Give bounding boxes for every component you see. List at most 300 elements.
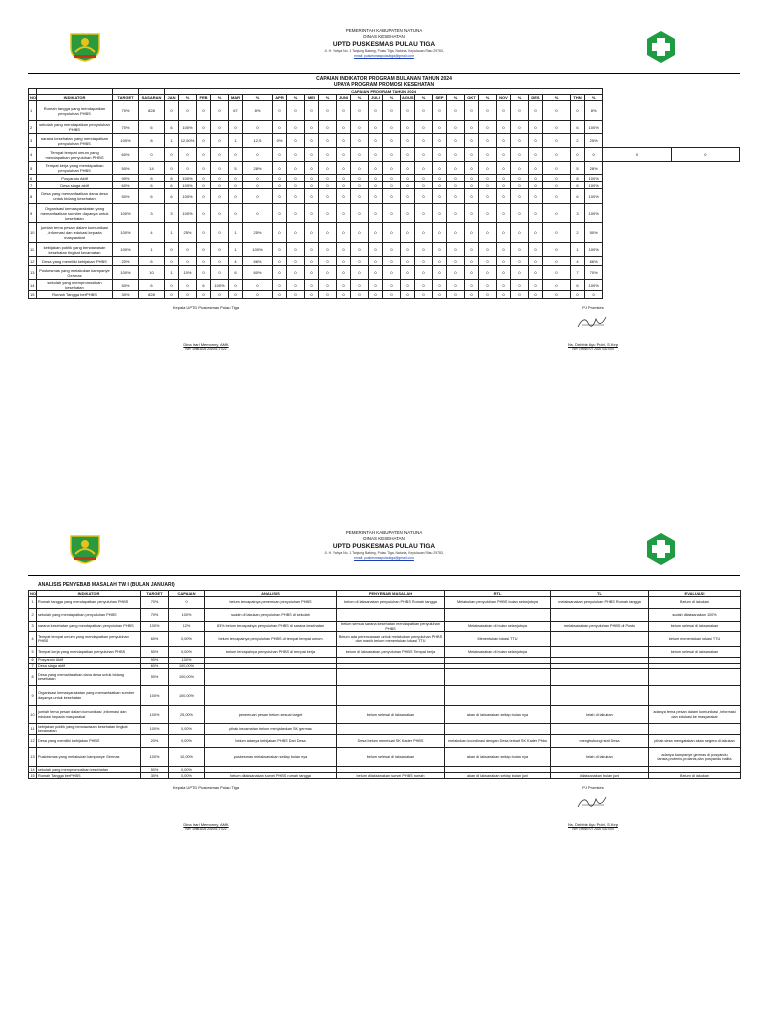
column-header: PENYEBAB MASALAH — [337, 591, 445, 597]
table-cell: 0,00% — [169, 647, 205, 658]
report-page-2 — [28, 526, 740, 839]
table-cell: 0 — [229, 204, 243, 223]
table-row — [29, 223, 740, 243]
table-cell: 0 — [319, 148, 337, 162]
table-cell: 0 — [319, 291, 337, 299]
table-cell: 8 — [29, 189, 37, 204]
table-cell: 0 — [415, 266, 433, 280]
table-cell: 0 — [433, 175, 447, 182]
table-cell: 0 — [287, 182, 305, 189]
indicator-cell: sekolah yang mendapatkan penyuluhan PHBS — [37, 609, 141, 622]
table-cell: 0 — [351, 266, 369, 280]
table-cell: 5 — [571, 162, 585, 175]
table-cell: 0 — [229, 291, 243, 299]
table-row — [29, 597, 741, 609]
indicator-cell: Organisasi kemasyarakatan yang memanfaatkan sumber dayanya untuk kesehatan — [37, 204, 113, 223]
table-cell: 0 — [511, 280, 529, 291]
table-cell: 0 — [319, 280, 337, 291]
header-line3: UPTD PUSKESMAS PULAU TIGA — [332, 543, 436, 550]
table-cell: 0 — [383, 243, 401, 257]
table-cell: 100% — [113, 204, 139, 223]
table-cell: 25,00% — [169, 706, 205, 724]
indicator-cell: Desa yang memanfaatkan dana desa untuk bidang kesehatan — [37, 189, 113, 204]
table-cell: 0 — [197, 182, 211, 189]
table-cell: 50% — [113, 280, 139, 291]
table-cell: 0 — [529, 291, 543, 299]
table-cell: 0 — [415, 134, 433, 148]
indicator-cell: Desa yang memanfaatkan dana desa untuk bidang kesehatan — [37, 669, 141, 686]
table-cell: 0 — [511, 148, 529, 162]
header-email[interactable]: email: puskesmaspulautiga@gmail.com — [354, 555, 414, 560]
indicator-cell: sarana kesehatan yang mendapatkan penyuluhan PHBS — [37, 622, 141, 632]
table-cell: 100% — [585, 280, 603, 291]
table-cell: 0 — [243, 204, 273, 223]
table-cell: 0 — [319, 175, 337, 182]
table-cell: 7 — [29, 182, 37, 189]
table-cell: 6 — [29, 175, 37, 182]
table-cell: 0 — [479, 148, 497, 162]
table-row — [29, 266, 740, 280]
table-cell: 0 — [337, 189, 351, 204]
table-cell: 90% — [113, 175, 139, 182]
left-signer-title: Kepala UPTD Puskesmas Pulau Tiga — [172, 305, 240, 310]
table-cell: 0 — [415, 189, 433, 204]
indicator-cell: Posyandu Aktif — [37, 175, 113, 182]
table-cell: 100,00% — [169, 686, 205, 706]
table-cell — [205, 669, 337, 686]
table-cell: 0 — [369, 266, 383, 280]
table-cell: 7 — [29, 663, 37, 669]
table-cell: 0 — [511, 121, 529, 134]
table-cell: 0 — [497, 257, 511, 266]
table-cell: 0 — [211, 148, 229, 162]
table-cell: 11 — [29, 243, 37, 257]
table-cell: 0 — [305, 280, 319, 291]
table-cell: 8 — [29, 669, 37, 686]
right-signer-name: Ns. Debbie Ayu Putri, S.Kep — [568, 822, 618, 828]
table-cell: akan di laksanakan setiap bulan nya — [445, 706, 551, 724]
table-cell: 0 — [229, 280, 243, 291]
header-rule — [28, 575, 740, 576]
table-cell: 0 — [497, 280, 511, 291]
table-cell: 8 — [571, 175, 585, 182]
table-cell: 0 — [369, 134, 383, 148]
indicator-cell: Rumah Tangga berPHBS — [37, 773, 141, 779]
table-cell: 0,00% — [169, 632, 205, 647]
table-cell: 0 — [211, 223, 229, 243]
table-cell: 0 — [351, 121, 369, 134]
table-cell: 0 — [571, 148, 585, 162]
table-cell: 0 — [229, 148, 243, 162]
table-cell: 0 — [273, 148, 287, 162]
table-cell: 0 — [529, 134, 543, 148]
table-cell: adanya tema pesan dalam komunikasi ,informasi dan edukasi ke masyarakat — [649, 706, 741, 724]
indicator-cell: Puskesmas yang melakukan kampanye Germas — [37, 748, 141, 767]
table-cell: 0 — [273, 291, 287, 299]
table-cell: 25% — [179, 223, 197, 243]
header-line1: PEMERINTAH KABUPATEN NATUNA — [345, 28, 423, 33]
table-cell: 0 — [479, 121, 497, 134]
table-cell: 100% — [169, 658, 205, 664]
letterhead-2 — [28, 530, 740, 574]
table-cell: 0 — [273, 243, 287, 257]
table-cell: 0 — [415, 182, 433, 189]
table-cell: 0 — [197, 204, 211, 223]
indicator-cell: Tempat kerja yang mendapatkan penyuluhan PHBS — [37, 647, 141, 658]
table-cell: 0 — [287, 134, 305, 148]
table-cell: 0 — [369, 291, 383, 299]
table-cell: 0 — [243, 189, 273, 204]
table-cell: 0 — [197, 175, 211, 182]
table-cell: 10 — [29, 223, 37, 243]
table-cell: 0 — [529, 266, 543, 280]
table-cell: 0 — [433, 223, 447, 243]
table-cell: dilaksanakan bulan juni — [551, 773, 649, 779]
table-cell: 6 — [165, 189, 179, 204]
table-row — [29, 632, 741, 647]
column-header: INDIKATOR — [37, 95, 113, 101]
table-cell: 25% — [585, 134, 603, 148]
table-cell: 12 — [29, 735, 37, 748]
table-cell: 4 — [229, 257, 243, 266]
indicator-cell: Puskesmas yang melakukan kampanye Germas — [37, 266, 113, 280]
table-cell: 0 — [511, 162, 529, 175]
table-cell: telah di lakukan — [551, 706, 649, 724]
table-cell: 67 — [229, 101, 243, 121]
table-cell: 0 — [543, 182, 571, 189]
header-line2: DINAS KESEHATAN — [363, 34, 405, 39]
indicator-cell: Organisasi kemasyarakatan yang memanfaatkan sumber dayanya untuk kesehatan — [37, 686, 141, 706]
table-cell: 0 — [529, 257, 543, 266]
table-cell: 0 — [305, 257, 319, 266]
indicator-cell: sekolah yang mempromosikan kesehatan — [37, 767, 141, 773]
table-cell: 0 — [351, 101, 369, 121]
table-cell: 0 — [197, 148, 211, 162]
table-cell: 70% — [113, 101, 139, 121]
indicator-cell: Tempat tempat umum yang mendapatkan penyuluhan PHBS — [37, 148, 113, 162]
table-cell: 0 — [415, 280, 433, 291]
column-header: MAR — [229, 95, 243, 101]
column-header: % — [543, 95, 571, 101]
table-cell: 0 — [497, 204, 511, 223]
table-cell: 0 — [351, 182, 369, 189]
table-cell: 0 — [197, 189, 211, 204]
table-cell: 15 — [30, 773, 35, 778]
table-cell: menghubungi staf Desa — [551, 735, 649, 748]
table-cell: 0 — [497, 182, 511, 189]
table-cell: 0 — [179, 291, 197, 299]
table-cell: 0 — [273, 101, 287, 121]
table-cell: 0 — [433, 148, 447, 162]
table-cell: 0 — [337, 162, 351, 175]
table-cell: 0 — [337, 204, 351, 223]
column-header: TL — [551, 591, 649, 597]
table-cell: 100,00% — [169, 669, 205, 686]
table-cell: 0 — [351, 134, 369, 148]
table-cell: 6 — [139, 280, 165, 291]
table-cell: 3 — [29, 134, 37, 148]
table-cell: 0 — [337, 121, 351, 134]
table-cell: Desa belum membuat SK Kader PHBS — [337, 735, 445, 748]
table-cell: 10 — [139, 266, 165, 280]
table-row — [29, 609, 741, 622]
table-cell: belum dilaksanakan survei PHBS rumah tangga — [205, 773, 337, 779]
table-cell: 0 — [543, 280, 571, 291]
table-cell: 100% — [141, 622, 169, 632]
table-cell: 0 — [305, 162, 319, 175]
table-cell: 0 — [497, 134, 511, 148]
table-cell — [205, 686, 337, 706]
table-cell: adanya kampanye germas di posyandu lansia,protenis,prolanis,dan posyandu balita — [649, 748, 741, 767]
table-cell: 0 — [465, 175, 479, 182]
table-cell: belum selesai di laksanakan — [649, 647, 741, 658]
column-header: RTL — [445, 591, 551, 597]
handwritten-signature-icon — [576, 313, 610, 331]
table-cell: 0 — [415, 101, 433, 121]
table-cell: 60% — [113, 148, 139, 162]
table-cell: 0 — [447, 175, 465, 182]
table-cell: 0 — [497, 101, 511, 121]
table-cell: 0 — [179, 280, 197, 291]
table-cell — [551, 724, 649, 735]
table-cell: 0 — [211, 121, 229, 134]
table-cell — [337, 609, 445, 622]
column-header: NO — [30, 591, 36, 596]
table-cell: pihak kecamatan belum menjalankan SK germas — [205, 724, 337, 735]
table-cell: 0 — [433, 291, 447, 299]
table-cell: 0 — [529, 223, 543, 243]
table-cell: 0 — [479, 266, 497, 280]
table-cell: 0 — [447, 204, 465, 223]
table-cell: 0 — [465, 134, 479, 148]
table-cell: 0 — [447, 266, 465, 280]
table-cell: 6 — [571, 280, 585, 291]
table-cell: 0 — [447, 189, 465, 204]
table-cell: 0 — [529, 243, 543, 257]
column-header: AGUS — [402, 95, 414, 100]
table-cell: Melaksanakan di bulan selanjutnya — [445, 647, 551, 658]
table-cell: 0 — [197, 243, 211, 257]
table-cell: 0 — [197, 223, 211, 243]
table-cell: 0 — [369, 257, 383, 266]
table-cell: 0 — [479, 182, 497, 189]
table-cell: 0 — [287, 121, 305, 134]
indicator-cell: Desa siaga aktif — [37, 663, 141, 669]
column-header: % — [287, 95, 305, 101]
table-cell: 0 — [273, 223, 287, 243]
table-cell: 0 — [211, 162, 229, 175]
table-cell: 0 — [369, 101, 383, 121]
left-signer-nip: NIP. 19861106 201001 2 022 — [185, 347, 227, 351]
table-cell: 0 — [433, 121, 447, 134]
table-cell: 0 — [211, 182, 229, 189]
table-cell — [551, 609, 649, 622]
table-cell: 0 — [383, 204, 401, 223]
header-address: Jl. H. Yahya No. 1 Tanjung Batang, Pulau Tiga, Natuna, Kepulauan Riau 29783, — [324, 551, 444, 555]
table-cell: 0 — [543, 223, 571, 243]
table-cell: 0 — [433, 101, 447, 121]
table-cell: 6 — [571, 189, 585, 204]
header-email[interactable]: email: puskesmaspulautiga@gmail.com — [354, 53, 414, 58]
table-cell: 0 — [543, 101, 571, 121]
report-page-1 — [28, 24, 740, 359]
page2-title: ANALISIS PENYEBAB MASALAH TW I (BULAN JANUARI) — [38, 582, 175, 588]
table-cell: 0% — [273, 134, 287, 148]
indicator-cell: Rumah Tangga berPHBS — [37, 291, 113, 299]
table-cell: 14 — [30, 767, 35, 772]
table-cell: 100% — [179, 121, 197, 134]
table-cell: melakukan koordinasi dengan Desa terkait SK Kader Phbs — [445, 735, 551, 748]
table-cell: 0 — [383, 223, 401, 243]
table-cell: 0 — [351, 189, 369, 204]
table-cell: 0 — [511, 175, 529, 182]
table-cell: 0 — [447, 257, 465, 266]
table-cell: 0 — [401, 280, 415, 291]
signature-left — [146, 785, 266, 831]
table-cell: 100% — [585, 204, 603, 223]
table-cell: 0 — [543, 291, 571, 299]
header-address: Jl. H. Yahya No. 1 Tanjung Batang, Pulau Tiga, Natuna, Kepulauan Riau 29783, — [324, 49, 444, 53]
table-cell: 0 — [369, 148, 383, 162]
table-cell: 0 — [497, 148, 511, 162]
table-row — [29, 162, 740, 175]
table-cell: 0 — [273, 189, 287, 204]
table-cell: 83% belum tercapainya penyuluhan PHBS di sarana kesehatan — [205, 622, 337, 632]
table-cell: 0 — [337, 291, 351, 299]
table-cell: 0 — [571, 101, 585, 121]
indicator-cell: sarana kesehatan yang mendapatkan penyuluhan PHBS — [37, 134, 113, 148]
table-cell: 12,50% — [179, 134, 197, 148]
table-cell: 0 — [401, 257, 415, 266]
table-cell: 0 — [319, 121, 337, 134]
table-row — [29, 134, 740, 148]
table-cell: 0 — [415, 148, 433, 162]
left-signer-name: Dina Irari Memonny, AMK — [183, 822, 229, 828]
table-cell: 0 — [273, 280, 287, 291]
table-cell: 50% — [113, 162, 139, 175]
table-cell: 66% — [243, 257, 273, 266]
table-cell: 828 — [139, 291, 165, 299]
header-line1: PEMERINTAH KABUPATEN NATUNA — [345, 530, 423, 535]
table-cell: 0 — [273, 175, 287, 182]
table-cell: 0 — [165, 101, 179, 121]
table-cell: 0 — [383, 121, 401, 134]
table-cell: 0 — [319, 134, 337, 148]
table-cell: 0 — [287, 101, 305, 121]
table-cell: 0 — [337, 223, 351, 243]
table-cell: 0 — [543, 189, 571, 204]
table-cell: 0 — [305, 266, 319, 280]
table-cell: 0 — [433, 204, 447, 223]
table-cell: belum di laksanakan penyuluhan PHBS Rumah tangga — [337, 597, 445, 609]
table-cell: 60% — [113, 182, 139, 189]
table-row — [29, 735, 741, 748]
table-cell: 0 — [511, 291, 529, 299]
table-cell: 0 — [465, 223, 479, 243]
column-header: % — [447, 95, 465, 101]
table-cell: 0 — [319, 266, 337, 280]
table-cell: 6 — [197, 280, 211, 291]
table-cell: 9 — [29, 686, 37, 706]
table-cell: 0 — [305, 243, 319, 257]
column-header: FEB — [197, 95, 211, 101]
table-cell: 0 — [401, 182, 415, 189]
table-cell: 3 — [571, 204, 585, 223]
table-cell: 0 — [243, 148, 273, 162]
table-cell: 100% — [141, 748, 169, 767]
table-cell: 0 — [529, 162, 543, 175]
table-cell: 0 — [447, 162, 465, 175]
table-cell: 0 — [497, 162, 511, 175]
table-cell: 0 — [337, 257, 351, 266]
table-cell: 10,00% — [169, 748, 205, 767]
problem-analysis-table — [28, 590, 741, 779]
table-cell: 0 — [415, 204, 433, 223]
table-cell: 11 — [29, 724, 37, 735]
column-header: % — [511, 95, 529, 101]
table-cell: 4 — [139, 223, 165, 243]
table-cell: 100% — [585, 121, 603, 134]
indicator-cell: sekolah yang mendapatkan penyuluhan PHBS — [37, 121, 113, 134]
table-cell: 0 — [479, 280, 497, 291]
table-cell: 0 — [337, 134, 351, 148]
table-cell: akan di laksanakan setiap bulan juni — [445, 773, 551, 779]
table-cell: 0 — [497, 266, 511, 280]
natuna-regency-logo-icon — [68, 30, 102, 62]
table-cell — [649, 724, 741, 735]
table-cell: 0 — [169, 597, 205, 609]
table-cell: 0 — [447, 280, 465, 291]
table-cell: 5 — [29, 162, 37, 175]
table-cell: 100% — [211, 280, 229, 291]
table-cell: 0 — [305, 121, 319, 134]
table-cell: 5 — [229, 162, 243, 175]
table-cell: 1 — [29, 597, 37, 609]
table-cell: 0 — [497, 121, 511, 134]
table-cell: 0,00% — [169, 767, 205, 773]
table-cell: 6 — [139, 121, 165, 134]
table-cell: 0 — [415, 162, 433, 175]
table-cell: belum semua sarana kesehatan mendapatkan penyuluhan PHBS — [337, 622, 445, 632]
natuna-regency-logo-icon — [68, 532, 102, 564]
table-cell: 0 — [273, 257, 287, 266]
table-cell: 0 — [211, 291, 229, 299]
column-header: TARGET — [141, 591, 169, 597]
table-cell: 0 — [543, 162, 571, 175]
column-header: % — [415, 95, 433, 101]
table-cell: 9 — [29, 204, 37, 223]
table-cell: 0 — [287, 291, 305, 299]
column-header: ANALISIS — [205, 591, 337, 597]
table-cell: 0 — [229, 121, 243, 134]
table-row — [29, 669, 741, 686]
table-cell: 2 — [29, 121, 37, 134]
table-cell: 0 — [319, 101, 337, 121]
column-header: % — [351, 95, 369, 101]
table-cell: 0 — [383, 101, 401, 121]
table-cell: 0 — [529, 189, 543, 204]
column-header: DES — [529, 95, 543, 101]
health-cross-logo-icon — [644, 532, 678, 566]
table-cell — [445, 686, 551, 706]
table-cell: 0 — [465, 101, 479, 121]
table-cell: melaksanakan penyuluhan PHBS Rumah tangga — [551, 597, 649, 609]
table-row — [29, 773, 741, 779]
table-cell: 12% — [169, 622, 205, 632]
table-cell: 0 — [211, 204, 229, 223]
table-cell: 0 — [603, 148, 671, 162]
indicator-cell: Rumah tangga yang mendapatkan penyuluhan PHBS — [37, 101, 113, 121]
